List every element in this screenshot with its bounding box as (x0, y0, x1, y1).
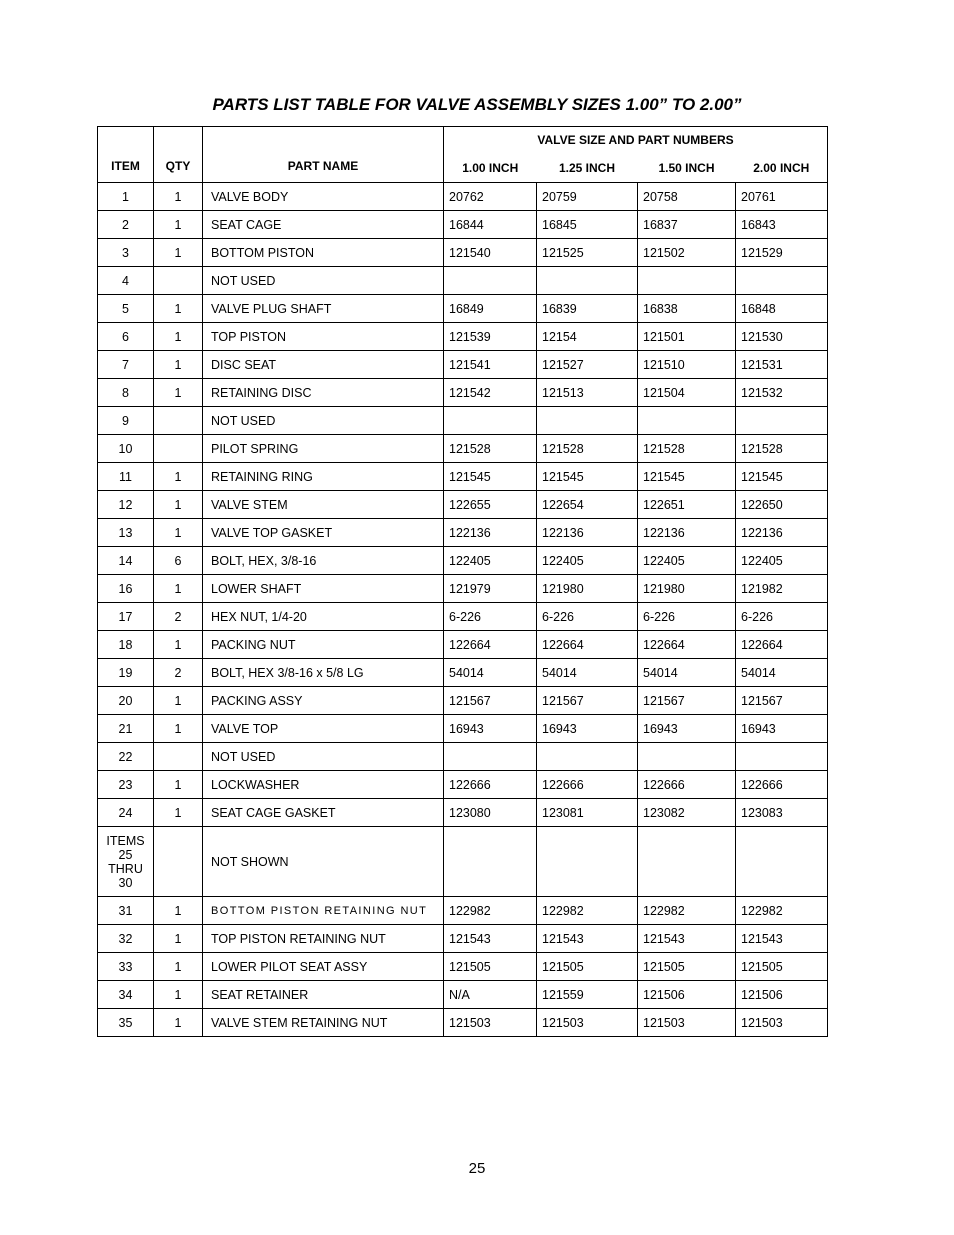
item-number-cell: 31 (98, 897, 154, 925)
table-row (98, 519, 828, 547)
part-number-cell: 54014 (736, 659, 828, 687)
part-number-cell: 121527 (537, 351, 638, 379)
part-name-cell: RETAINING DISC (203, 379, 444, 407)
part-number-cell: 121531 (736, 351, 828, 379)
table-row (98, 771, 828, 799)
part-name-cell: VALVE TOP GASKET (203, 519, 444, 547)
header-size-2-00: 2.00 INCH (736, 153, 828, 183)
table-row (98, 687, 828, 715)
quantity-cell (154, 267, 203, 295)
part-number-cell: 122651 (638, 491, 736, 519)
header-size-1-50: 1.50 INCH (638, 153, 736, 183)
part-number-cell: 121543 (537, 925, 638, 953)
part-name-cell: BOLT, HEX 3/8-16 x 5/8 LG (203, 659, 444, 687)
part-name-cell: VALVE STEM RETAINING NUT (203, 1009, 444, 1037)
part-number-cell: 16838 (638, 295, 736, 323)
part-number-cell: 121503 (736, 1009, 828, 1037)
table-row (98, 183, 828, 211)
quantity-cell: 1 (154, 323, 203, 351)
part-number-cell: 16943 (736, 715, 828, 743)
header-size-1-00: 1.00 INCH (444, 153, 537, 183)
part-number-cell: 121567 (638, 687, 736, 715)
part-number-cell (444, 407, 537, 435)
quantity-cell: 1 (154, 771, 203, 799)
part-number-cell: 16943 (537, 715, 638, 743)
item-number-cell: 1 (98, 183, 154, 211)
part-number-cell: 54014 (638, 659, 736, 687)
quantity-cell: 1 (154, 379, 203, 407)
header-part-name: PART NAME (203, 127, 444, 183)
quantity-cell: 1 (154, 925, 203, 953)
part-name-cell: BOTTOM PISTON RETAINING NUT (203, 897, 444, 925)
part-number-cell: 122664 (736, 631, 828, 659)
part-number-cell (638, 407, 736, 435)
part-number-cell: 121545 (537, 463, 638, 491)
part-number-cell: 121506 (736, 981, 828, 1009)
part-name-cell: VALVE TOP (203, 715, 444, 743)
part-number-cell: 121542 (444, 379, 537, 407)
item-number-cell: 18 (98, 631, 154, 659)
part-number-cell: 121982 (736, 575, 828, 603)
part-number-cell: 121503 (537, 1009, 638, 1037)
table-row (98, 575, 828, 603)
item-number-cell: 21 (98, 715, 154, 743)
table-row (98, 323, 828, 351)
part-number-cell: 123083 (736, 799, 828, 827)
part-number-cell: 121980 (537, 575, 638, 603)
part-number-cell (736, 267, 828, 295)
part-number-cell: 121541 (444, 351, 537, 379)
part-number-cell: 121543 (444, 925, 537, 953)
quantity-cell: 1 (154, 981, 203, 1009)
part-name-cell: LOWER PILOT SEAT ASSY (203, 953, 444, 981)
part-number-cell: 122666 (736, 771, 828, 799)
item-number-cell: 19 (98, 659, 154, 687)
part-number-cell: 16844 (444, 211, 537, 239)
part-name-cell: NOT USED (203, 743, 444, 771)
part-number-cell: 122666 (444, 771, 537, 799)
part-number-cell: 121545 (638, 463, 736, 491)
part-name-cell: HEX NUT, 1/4-20 (203, 603, 444, 631)
part-number-cell: 121503 (444, 1009, 537, 1037)
part-number-cell: N/A (444, 981, 537, 1009)
part-number-cell: 121567 (444, 687, 537, 715)
part-number-cell (537, 407, 638, 435)
part-number-cell: 121559 (537, 981, 638, 1009)
item-number-cell: 3 (98, 239, 154, 267)
part-number-cell: 121529 (736, 239, 828, 267)
part-name-cell: TOP PISTON (203, 323, 444, 351)
part-number-cell: 16849 (444, 295, 537, 323)
part-number-cell: 122666 (537, 771, 638, 799)
part-number-cell: 121528 (638, 435, 736, 463)
part-name-cell: SEAT RETAINER (203, 981, 444, 1009)
part-number-cell: 121545 (444, 463, 537, 491)
part-number-cell: 122664 (444, 631, 537, 659)
part-name-cell: RETAINING RING (203, 463, 444, 491)
item-number-cell: 4 (98, 267, 154, 295)
item-number-cell: 22 (98, 743, 154, 771)
table-row (98, 211, 828, 239)
part-name-cell: SEAT CAGE GASKET (203, 799, 444, 827)
quantity-cell: 2 (154, 659, 203, 687)
part-name-cell: BOTTOM PISTON (203, 239, 444, 267)
table-row (98, 953, 828, 981)
part-name-cell: VALVE PLUG SHAFT (203, 295, 444, 323)
page-title: PARTS LIST TABLE FOR VALVE ASSEMBLY SIZES 1.00” TO 2.00” (212, 95, 742, 114)
quantity-cell: 1 (154, 687, 203, 715)
part-number-cell: 121567 (537, 687, 638, 715)
table-row (98, 379, 828, 407)
part-number-cell: 121567 (736, 687, 828, 715)
part-number-cell: 122136 (638, 519, 736, 547)
part-number-cell: 6-226 (537, 603, 638, 631)
part-number-cell: 123082 (638, 799, 736, 827)
part-number-cell: 16845 (537, 211, 638, 239)
item-number-cell: 33 (98, 953, 154, 981)
part-name-cell: PACKING NUT (203, 631, 444, 659)
part-number-cell: 121979 (444, 575, 537, 603)
part-number-cell: 122405 (444, 547, 537, 575)
quantity-cell: 1 (154, 1009, 203, 1037)
item-number-cell: 7 (98, 351, 154, 379)
part-name-cell: NOT USED (203, 407, 444, 435)
table-row (98, 267, 828, 295)
table-row (98, 435, 828, 463)
quantity-cell: 2 (154, 603, 203, 631)
part-name-cell: DISC SEAT (203, 351, 444, 379)
quantity-cell: 1 (154, 295, 203, 323)
quantity-cell (154, 743, 203, 771)
header-item: ITEM (98, 127, 154, 183)
part-number-cell: 121540 (444, 239, 537, 267)
table-row (98, 463, 828, 491)
part-number-cell: 121502 (638, 239, 736, 267)
header-size-1-25: 1.25 INCH (537, 153, 638, 183)
table-row (98, 295, 828, 323)
part-number-cell: 6-226 (638, 603, 736, 631)
item-number-cell: 8 (98, 379, 154, 407)
part-number-cell: 20758 (638, 183, 736, 211)
part-number-cell: 121506 (638, 981, 736, 1009)
part-number-cell: 6-226 (444, 603, 537, 631)
part-number-cell: 54014 (444, 659, 537, 687)
quantity-cell: 1 (154, 211, 203, 239)
table-row (98, 981, 828, 1009)
part-number-cell: 122405 (537, 547, 638, 575)
quantity-cell: 1 (154, 631, 203, 659)
table-row (98, 799, 828, 827)
quantity-cell: 1 (154, 897, 203, 925)
quantity-cell: 1 (154, 183, 203, 211)
part-number-cell: 122655 (444, 491, 537, 519)
part-number-cell: 121528 (444, 435, 537, 463)
part-number-cell: 20762 (444, 183, 537, 211)
part-number-cell (736, 407, 828, 435)
part-number-cell: 122982 (736, 897, 828, 925)
part-number-cell: 122982 (537, 897, 638, 925)
part-number-cell (736, 743, 828, 771)
table-row (98, 603, 828, 631)
table-row (98, 897, 828, 925)
quantity-cell: 1 (154, 715, 203, 743)
quantity-cell: 1 (154, 799, 203, 827)
part-number-cell (537, 827, 638, 897)
part-number-cell (736, 827, 828, 897)
item-number-cell: 20 (98, 687, 154, 715)
part-number-cell: 121528 (736, 435, 828, 463)
part-number-cell: 121539 (444, 323, 537, 351)
quantity-cell: 1 (154, 953, 203, 981)
quantity-cell: 1 (154, 239, 203, 267)
part-number-cell: 121980 (638, 575, 736, 603)
table-row (98, 547, 828, 575)
table-row (98, 239, 828, 267)
table-row (98, 491, 828, 519)
part-number-cell: 121525 (537, 239, 638, 267)
item-number-cell: 16 (98, 575, 154, 603)
item-number-cell: 35 (98, 1009, 154, 1037)
part-number-cell: 121530 (736, 323, 828, 351)
part-number-cell: 122136 (736, 519, 828, 547)
part-number-cell: 121543 (736, 925, 828, 953)
page-number: 25 (468, 1160, 486, 1177)
item-number-cell: 5 (98, 295, 154, 323)
item-number-cell: ITEMS 25 THRU 30 (98, 827, 154, 897)
part-number-cell: 121504 (638, 379, 736, 407)
part-number-cell: 122666 (638, 771, 736, 799)
part-number-cell: 121532 (736, 379, 828, 407)
table-row (98, 925, 828, 953)
item-number-cell: 17 (98, 603, 154, 631)
header-qty: QTY (154, 127, 203, 183)
part-number-cell: 122982 (638, 897, 736, 925)
item-number-cell: 11 (98, 463, 154, 491)
part-number-cell: 121505 (638, 953, 736, 981)
part-name-cell: NOT SHOWN (203, 827, 444, 897)
item-number-cell: 12 (98, 491, 154, 519)
part-number-cell: 121501 (638, 323, 736, 351)
part-name-cell: TOP PISTON RETAINING NUT (203, 925, 444, 953)
header-valve-sizes-group: VALVE SIZE AND PART NUMBERS (444, 127, 828, 154)
part-number-cell: 122982 (444, 897, 537, 925)
part-number-cell (638, 267, 736, 295)
part-number-cell: 123081 (537, 799, 638, 827)
part-number-cell: 122405 (638, 547, 736, 575)
part-number-cell: 6-226 (736, 603, 828, 631)
part-number-cell: 121513 (537, 379, 638, 407)
part-number-cell: 121543 (638, 925, 736, 953)
part-name-cell: LOWER SHAFT (203, 575, 444, 603)
part-name-cell: SEAT CAGE (203, 211, 444, 239)
table-row (98, 631, 828, 659)
part-number-cell: 12154 (537, 323, 638, 351)
part-name-cell: VALVE BODY (203, 183, 444, 211)
part-number-cell: 16837 (638, 211, 736, 239)
quantity-cell (154, 435, 203, 463)
quantity-cell: 1 (154, 519, 203, 547)
item-number-cell: 6 (98, 323, 154, 351)
table-row (98, 743, 828, 771)
part-number-cell (638, 827, 736, 897)
part-number-cell: 16848 (736, 295, 828, 323)
part-number-cell: 122136 (537, 519, 638, 547)
parts-list-table (97, 126, 828, 1037)
part-number-cell: 121528 (537, 435, 638, 463)
item-number-cell: 2 (98, 211, 154, 239)
quantity-cell: 6 (154, 547, 203, 575)
part-name-cell: PACKING ASSY (203, 687, 444, 715)
table-row (98, 407, 828, 435)
part-number-cell: 54014 (537, 659, 638, 687)
part-number-cell: 121545 (736, 463, 828, 491)
table-row (98, 659, 828, 687)
part-number-cell (537, 743, 638, 771)
part-number-cell: 122654 (537, 491, 638, 519)
quantity-cell (154, 407, 203, 435)
parts-table-body (98, 183, 828, 1037)
table-row (98, 1009, 828, 1037)
part-name-cell: VALVE STEM (203, 491, 444, 519)
part-name-cell: LOCKWASHER (203, 771, 444, 799)
quantity-cell: 1 (154, 575, 203, 603)
part-number-cell: 123080 (444, 799, 537, 827)
part-number-cell: 121503 (638, 1009, 736, 1037)
item-number-cell: 13 (98, 519, 154, 547)
part-number-cell: 16839 (537, 295, 638, 323)
item-number-cell: 32 (98, 925, 154, 953)
part-number-cell: 121505 (537, 953, 638, 981)
part-number-cell (444, 743, 537, 771)
part-number-cell: 121505 (736, 953, 828, 981)
part-name-cell: NOT USED (203, 267, 444, 295)
part-number-cell (537, 267, 638, 295)
item-number-cell: 24 (98, 799, 154, 827)
table-row (98, 351, 828, 379)
part-number-cell: 122405 (736, 547, 828, 575)
item-number-cell: 34 (98, 981, 154, 1009)
part-name-cell: PILOT SPRING (203, 435, 444, 463)
quantity-cell: 1 (154, 351, 203, 379)
part-number-cell (444, 827, 537, 897)
item-number-cell: 14 (98, 547, 154, 575)
part-name-cell: BOLT, HEX, 3/8-16 (203, 547, 444, 575)
part-number-cell (638, 743, 736, 771)
part-number-cell (444, 267, 537, 295)
part-number-cell: 20761 (736, 183, 828, 211)
part-number-cell: 16843 (736, 211, 828, 239)
item-number-cell: 9 (98, 407, 154, 435)
part-number-cell: 122650 (736, 491, 828, 519)
item-number-cell: 23 (98, 771, 154, 799)
quantity-cell (154, 827, 203, 897)
part-number-cell: 121505 (444, 953, 537, 981)
part-number-cell: 20759 (537, 183, 638, 211)
table-row (98, 715, 828, 743)
part-number-cell: 16943 (444, 715, 537, 743)
part-number-cell: 122136 (444, 519, 537, 547)
part-number-cell: 122664 (537, 631, 638, 659)
quantity-cell: 1 (154, 491, 203, 519)
table-row (98, 827, 828, 897)
part-number-cell: 16943 (638, 715, 736, 743)
part-number-cell: 122664 (638, 631, 736, 659)
item-number-cell: 10 (98, 435, 154, 463)
quantity-cell: 1 (154, 463, 203, 491)
part-number-cell: 121510 (638, 351, 736, 379)
